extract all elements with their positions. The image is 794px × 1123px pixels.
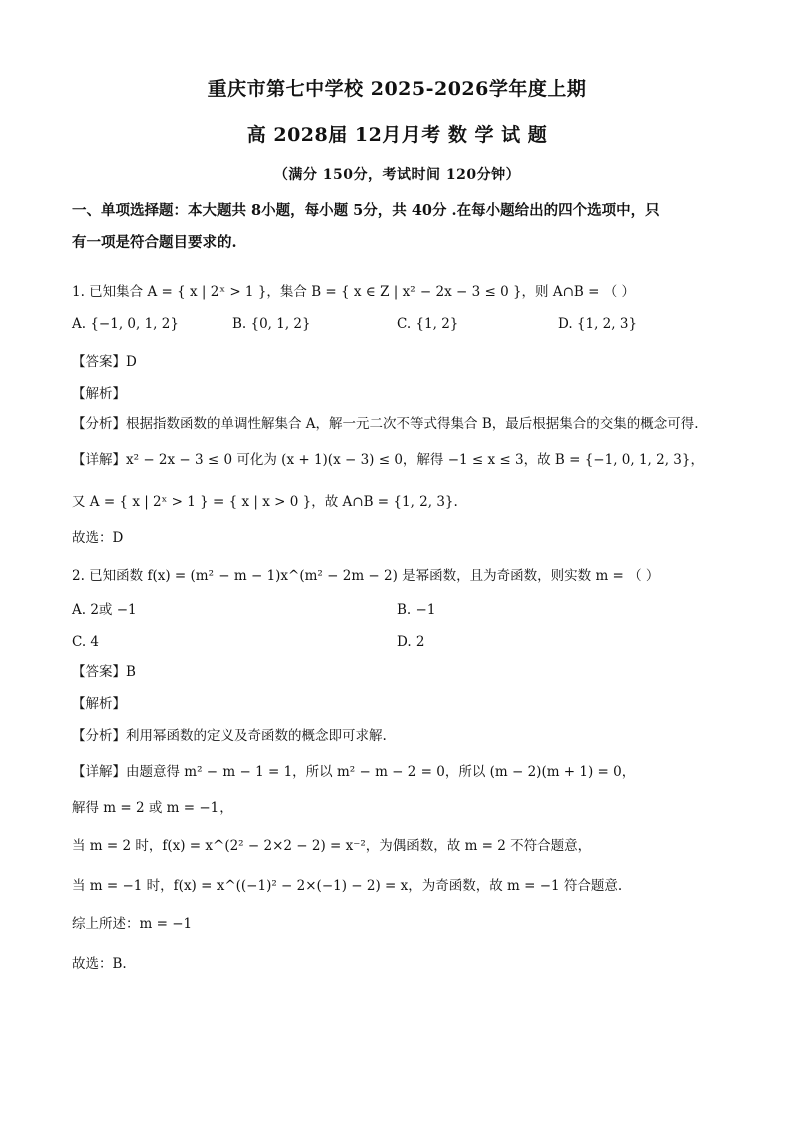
- q2-xiangjie-1: 【详解】由题意得 m² − m − 1 = 1，所以 m² − m − 2 = 0，所以 (m − 2)(m + 1) = 0，: [72, 764, 636, 780]
- q1-analysis-label: 【解析】: [72, 386, 126, 402]
- q1-option-a: A. {−1, 0, 1, 2}: [72, 316, 179, 332]
- q2-xiangjie-2: 解得 m = 2 或 m = −1，: [72, 800, 233, 816]
- q1-xiangjie-2: 又 A = { x | 2ˣ > 1 } = { x | x > 0 }，故 A∩B = {1, 2, 3}.: [72, 494, 458, 510]
- q2-xiangjie-4: 当 m = −1 时，f(x) = x^((−1)² − 2×(−1) − 2) = x，为奇函数，故 m = −1 符合题意.: [72, 878, 623, 894]
- exam-title-school: 重庆市第七中学校 2025-2026学年度上期: [207, 78, 587, 100]
- q1-option-b: B. {0, 1, 2}: [232, 316, 311, 332]
- question-2-stem: 2. 已知函数 f(x) = (m² − m − 1)x^(m² − 2m − 2) 是幂函数，且为奇函数，则实数 m = （ ）: [72, 568, 660, 584]
- q1-option-c: C. {1, 2}: [397, 316, 459, 332]
- q2-option-c: C. 4: [72, 634, 100, 650]
- question-1-stem: 1. 已知集合 A = { x | 2ˣ > 1 }，集合 B = { x ∈ Z | x² − 2x − 3 ≤ 0 }，则 A∩B = （ ）: [72, 284, 636, 300]
- q1-choose: 故选：D: [72, 530, 124, 546]
- q2-analysis-label: 【解析】: [72, 696, 126, 712]
- q1-fenxi: 【分析】根据指数函数的单调性解集合 A，解一元二次不等式得集合 B，最后根据集合的交集的概念可得.: [72, 416, 699, 432]
- q1-answer: 【答案】D: [72, 354, 137, 370]
- section-heading: 一、单项选择题：本大题共 8小题，每小题 5分，共 40分 .在每小题给出的四个选项中，只: [72, 202, 660, 219]
- exam-title-name: 高 2028届 12月月考 数 学 试 题: [246, 124, 548, 146]
- q2-fenxi: 【分析】利用幂函数的定义及奇函数的概念即可求解.: [72, 728, 387, 744]
- q1-xiangjie-1: 【详解】x² − 2x − 3 ≤ 0 可化为 (x + 1)(x − 3) ≤ 0，解得 −1 ≤ x ≤ 3，故 B = {−1, 0, 1, 2, 3}，: [72, 452, 704, 468]
- q2-option-d: D. 2: [397, 634, 425, 650]
- q2-option-b: B. −1: [397, 602, 436, 618]
- section-heading-cont: 有一项是符合题目要求的.: [72, 234, 237, 251]
- q2-answer: 【答案】B: [72, 664, 136, 680]
- q1-option-d: D. {1, 2, 3}: [558, 316, 638, 332]
- exam-meta: （满分 150分，考试时间 120分钟）: [273, 167, 521, 183]
- q2-option-a: A. 2或 −1: [72, 602, 137, 618]
- q2-summary: 综上所述：m = −1: [72, 916, 193, 932]
- q2-xiangjie-3: 当 m = 2 时，f(x) = x^(2² − 2×2 − 2) = x⁻²，为偶函数，故 m = 2 不符合题意，: [72, 838, 592, 854]
- q2-choose: 故选：B.: [72, 956, 127, 972]
